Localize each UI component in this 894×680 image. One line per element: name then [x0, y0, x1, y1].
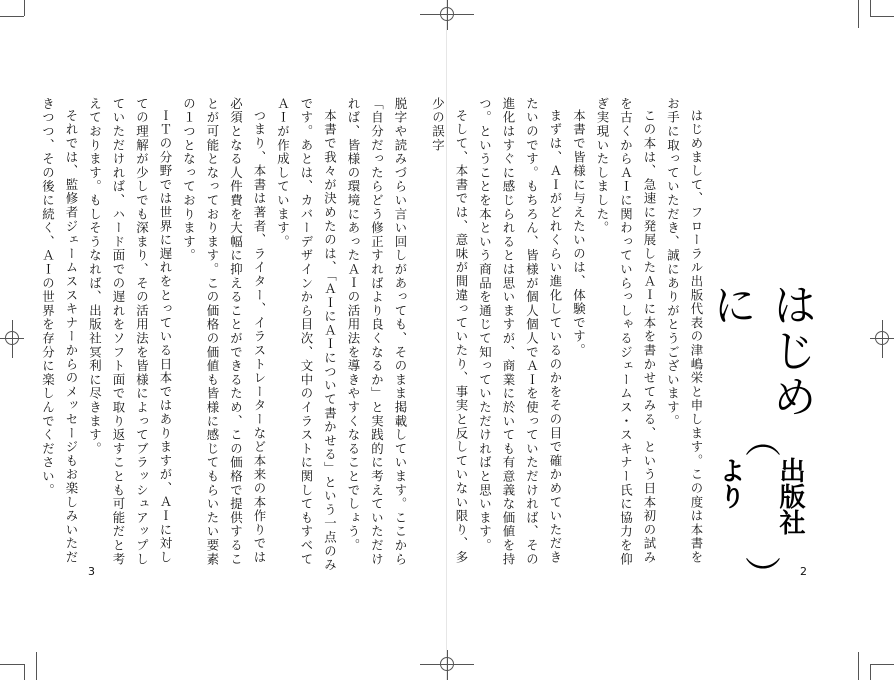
title-paren-open: （ [739, 421, 781, 458]
crop-mark-bottom-right-v2 [858, 652, 859, 680]
register-mark-top-ring [440, 7, 454, 21]
right-paragraph: まずは、ＡＩがどれくらい進化しているのかをその目で確かめていただきたいのです。もちろん、皆様が個人個人でＡＩを使っていただければ、その進化はすぐに感じられるとは思いますが、商業に於いても有意義な価値を持つ。ということを本という商品を通じて知っていただければと思います。 [477, 97, 563, 567]
right-paragraph: そして、本書では、意味が間違っていたり、事実と反していない限り、多少の誤字 [430, 97, 469, 565]
left-paragraph: 本書で我々が決めたのは、「ＡＩにＡＩについて書かせる」という一点のみです。あとは、カバーデザインから目次、文中のイラストに関してもすべてＡＩが作成しています。 [275, 97, 338, 573]
left-paragraph: 脱字や読みづらい言い回しがあっても、そのまま掲載しています。ここから「自分だったらどう修正すればより良くなるか」と実践的に考えていただければ、皆様の環境にあったＡＩの活用法を導きやすくなることでしょう。 [346, 97, 408, 567]
register-mark-right-ring [875, 331, 889, 345]
crop-mark-top-right-h [870, 16, 894, 17]
left-paragraph: ＩＴの分野では世界に遅れをとっている日本ではありますが、ＡＩに対しての理解が少しでも深まり、その活用法を皆様によってブラッシュアップしていただければ、ハード面での遅れをソフト面で取り返すことも可能だと考えております。もしそうなれば、出版社冥利に尽きます。 [87, 97, 173, 567]
crop-mark-bottom-left-v [24, 664, 25, 680]
crop-mark-top-left-h [0, 16, 24, 17]
register-mark-bottom-ring [440, 657, 454, 671]
crop-mark-bottom-left-v2 [36, 652, 37, 680]
right-paragraph: はじめまして、フローラル出版代表の津嶋栄と申します。この度は本書をお手に取っていただき、誠にありがとうございます。 [665, 97, 704, 565]
chapter-title-sub: 出版社より [715, 457, 805, 536]
page-number-right: 2 [800, 565, 807, 578]
chapter-title [705, 282, 816, 592]
crop-mark-bottom-right-v [870, 664, 871, 680]
title-paren-close: ） [739, 556, 781, 592]
left-page-body [40, 97, 412, 577]
register-mark-left-ring [5, 331, 19, 345]
right-page-body [430, 97, 708, 577]
crop-mark-bottom-left-h [0, 664, 24, 665]
right-paragraph: 本書で皆様に与えたいのは、体験です。 [571, 109, 587, 358]
crop-mark-top-right-v [870, 0, 871, 16]
chapter-title-main: はじめに [705, 282, 816, 420]
crop-mark-top-left-v [24, 0, 25, 16]
crop-mark-top-right-v2 [858, 0, 859, 28]
left-paragraph: つまり、本書は著者、ライター、イラストレーターなど本来の本作りでは必須となる人件費を大幅に抑えることができるため、この価格で提供することが可能となっております。この価格の価値も皆様に感じてもらいたい要素の１つとなっております。 [181, 97, 267, 567]
crop-mark-bottom-right-h [870, 664, 894, 665]
right-paragraph: この本は、急速に発展したＡＩに本を書かせてみる、という日本初の試みを古くからＡＩに関わっていらっしゃるジェームス・スキナー氏に協力を仰ぎ実現いたしました。 [595, 97, 657, 567]
left-paragraph: それでは、監修者ジェームススキナーからのメッセージもお楽しみいただきつつ、その後に続く、ＡＩの世界を存分に楽しんでください。 [40, 97, 79, 565]
page-number-left: 3 [88, 565, 95, 578]
